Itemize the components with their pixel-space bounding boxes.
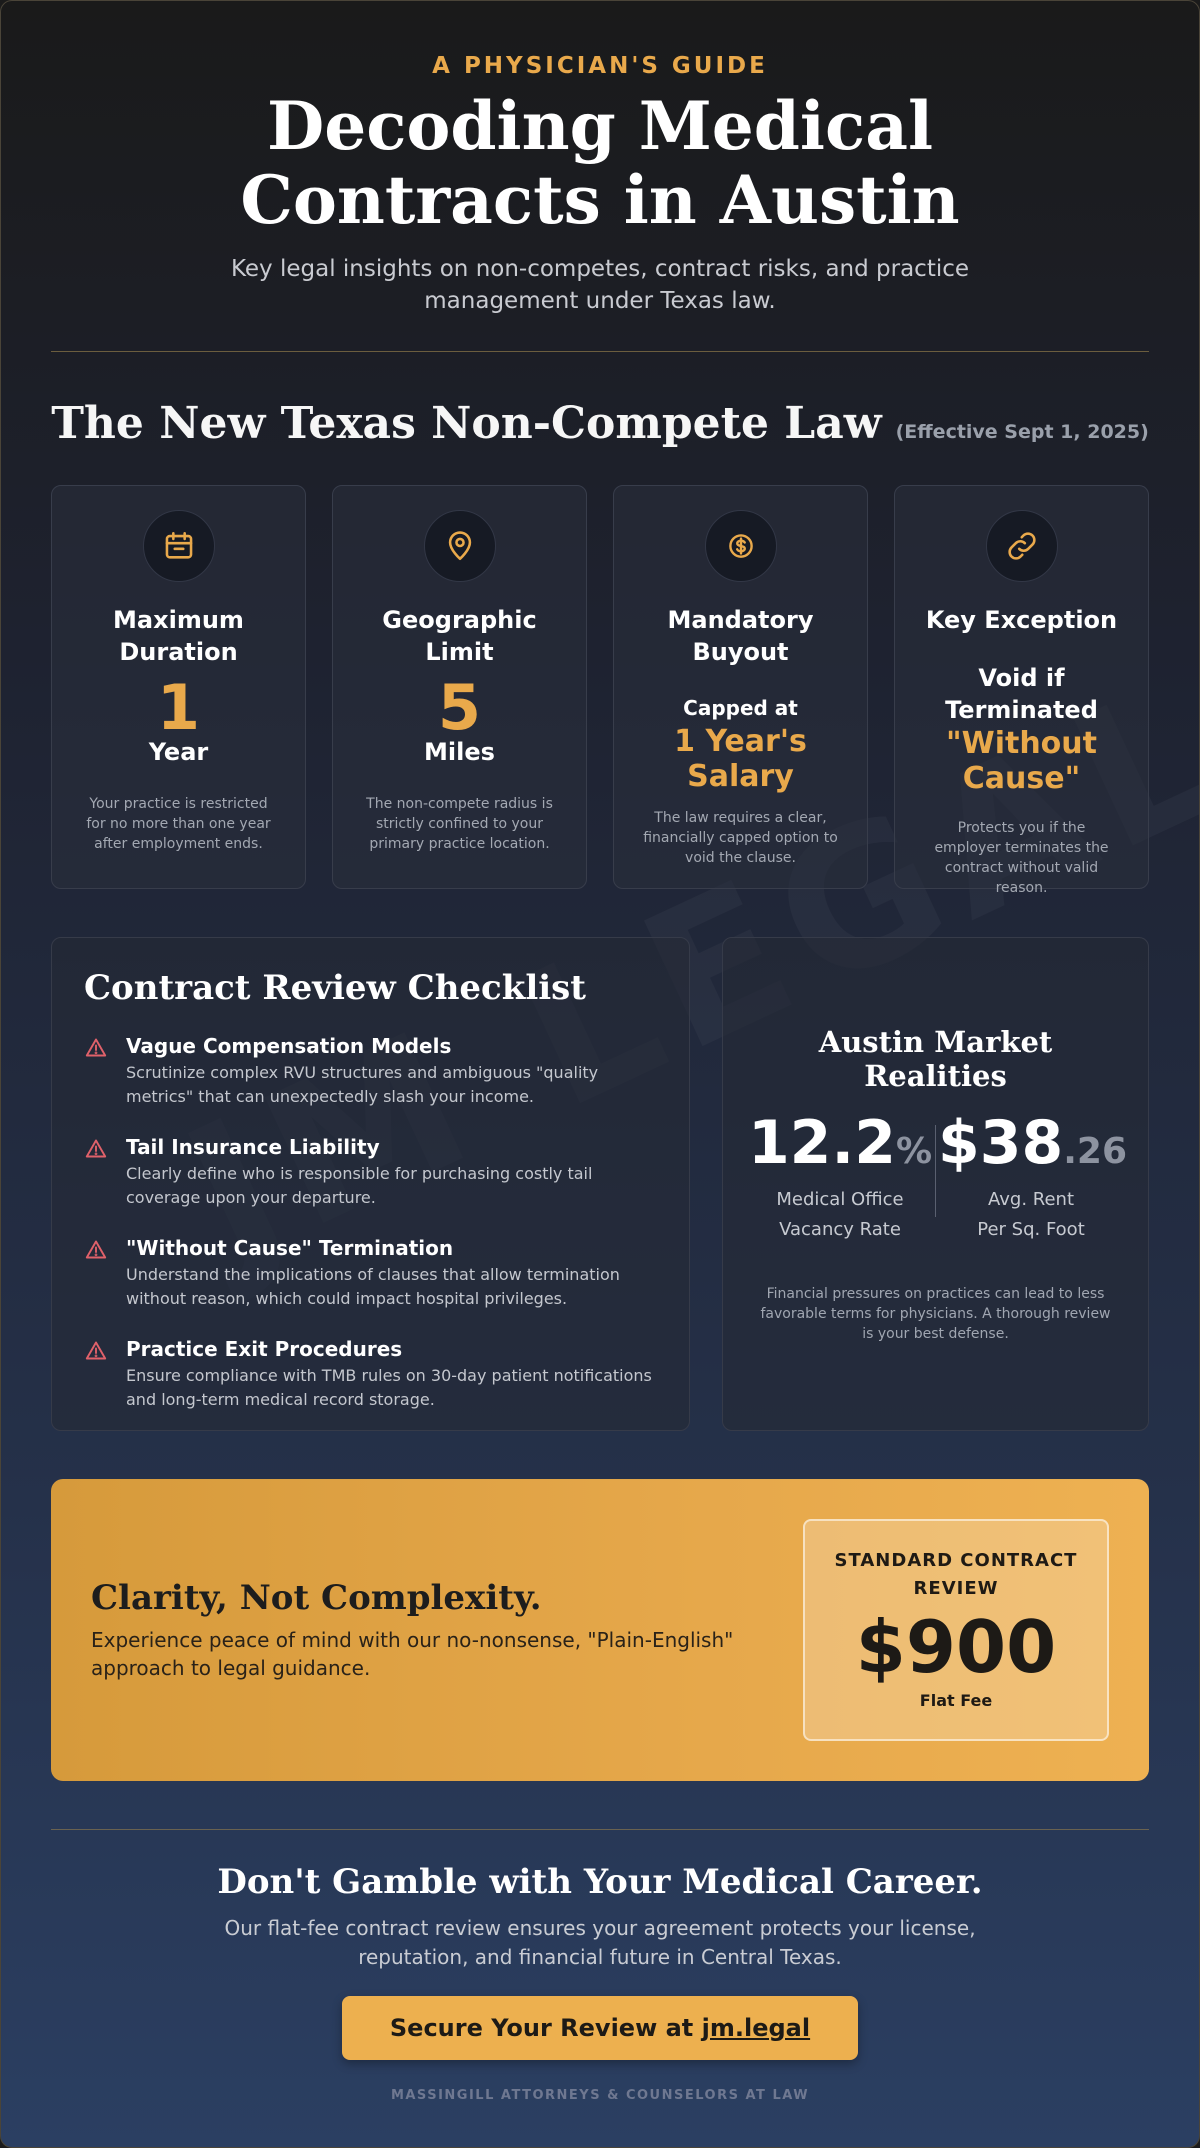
card-number: 5 bbox=[437, 671, 482, 744]
checklist-title: Contract Review Checklist bbox=[84, 968, 586, 1008]
market-note: Financial pressures on practices can lead to less favorable terms for physicians. A thorough review is your best defense. bbox=[760, 1285, 1111, 1342]
card-description: Protects you if the employer terminates the contract without valid reason. bbox=[934, 820, 1109, 896]
market-title: Austin Market Realities bbox=[818, 1024, 1053, 1093]
checklist-item-title: Vague Compensation Models bbox=[126, 1034, 452, 1058]
warning-icon bbox=[84, 1036, 108, 1060]
noncompete-title: The New Texas Non-Compete Law bbox=[51, 398, 882, 449]
warning-icon bbox=[84, 1238, 108, 1262]
card-unit: Year bbox=[148, 738, 209, 766]
stat-vacancy-rate bbox=[747, 1107, 933, 1244]
cta-text: Our flat-fee contract review ensures your agreement protects your license, reputation, and financial future in Central Texas. bbox=[224, 1916, 976, 1969]
link-icon bbox=[986, 510, 1058, 582]
noncompete-cards bbox=[51, 485, 1149, 896]
page-title: Decoding Medical Contracts in Austin bbox=[240, 87, 960, 239]
dollar-icon bbox=[705, 510, 777, 582]
card-mandatory-buyout bbox=[613, 485, 868, 889]
checklist-item-desc: Understand the implications of clauses that allow termination without reason, which could impact hospital privileges. bbox=[126, 1265, 620, 1308]
stat-main: $38 bbox=[938, 1107, 1064, 1178]
warning-icon bbox=[84, 1339, 108, 1363]
price-box bbox=[803, 1519, 1109, 1741]
calendar-icon bbox=[143, 510, 215, 582]
card-title: Maximum Duration bbox=[113, 606, 244, 666]
stat-value bbox=[938, 1107, 1128, 1184]
card-description: The law requires a clear, financially capped option to void the clause. bbox=[643, 810, 838, 866]
pricing-banner bbox=[51, 1479, 1149, 1781]
secure-review-button[interactable] bbox=[342, 1996, 858, 2060]
stat-suffix: % bbox=[895, 1130, 933, 1172]
card-geographic-limit bbox=[332, 485, 587, 889]
card-value: 1 Year's Salary bbox=[674, 724, 807, 794]
stat-divider bbox=[935, 1125, 936, 1217]
stat-label-line2: Vacancy Rate bbox=[779, 1218, 901, 1240]
page-subtitle: Key legal insights on non-competes, contract risks, and practice management under Texas law. bbox=[230, 256, 970, 314]
card-maximum-duration bbox=[51, 485, 306, 889]
checklist-item-title: Practice Exit Procedures bbox=[126, 1337, 403, 1361]
stat-label-line1: Medical Office bbox=[776, 1188, 904, 1210]
banner-text-block bbox=[91, 1578, 751, 1682]
eyebrow: A PHYSICIAN'S GUIDE bbox=[432, 53, 768, 79]
checklist-item bbox=[84, 1034, 657, 1109]
checklist-item bbox=[84, 1135, 657, 1210]
card-number: 1 bbox=[156, 671, 201, 744]
stat-avg-rent bbox=[938, 1107, 1128, 1244]
cta-button-prefix: Secure Your Review at bbox=[389, 2014, 702, 2042]
checklist-item bbox=[84, 1236, 657, 1311]
stat-value bbox=[747, 1107, 933, 1184]
checklist-market-row bbox=[51, 937, 1149, 1431]
firm-name: MASSINGILL ATTORNEYS & COUNSELORS AT LAW bbox=[390, 2088, 810, 2103]
card-description: The non-compete radius is strictly confined to your primary practice location. bbox=[366, 796, 553, 852]
stat-suffix: .26 bbox=[1063, 1130, 1128, 1172]
divider bbox=[51, 1829, 1149, 1830]
map-pin-icon bbox=[424, 510, 496, 582]
noncompete-heading bbox=[51, 398, 1149, 449]
card-key-exception bbox=[894, 485, 1149, 896]
contract-checklist bbox=[51, 937, 690, 1431]
banner-text: Experience peace of mind with our no-nonsense, "Plain-English" approach to legal guidance. bbox=[91, 1628, 734, 1680]
card-label: Void if Terminated bbox=[945, 664, 1098, 724]
card-label: Capped at bbox=[683, 696, 798, 720]
effective-date: (Effective Sept 1, 2025) bbox=[895, 421, 1149, 443]
card-title: Geographic Limit bbox=[382, 606, 537, 666]
price-value: $900 bbox=[855, 1605, 1057, 1689]
market-stats bbox=[747, 1107, 1128, 1244]
cta-title: Don't Gamble with Your Medical Career. bbox=[217, 1862, 983, 1902]
checklist-item-desc: Clearly define who is responsible for purchasing costly tail coverage upon your departure. bbox=[126, 1164, 593, 1207]
card-unit: Miles bbox=[424, 738, 495, 766]
checklist-item-desc: Ensure compliance with TMB rules on 30-day patient notifications and long-term medical record storage. bbox=[126, 1366, 652, 1409]
card-value: "Without Cause" bbox=[945, 726, 1097, 796]
card-title: Key Exception bbox=[925, 606, 1118, 634]
checklist-item-title: Tail Insurance Liability bbox=[126, 1135, 380, 1159]
checklist-item-desc: Scrutinize complex RVU structures and ambiguous "quality metrics" that can unexpectedly slash your income. bbox=[126, 1063, 599, 1106]
warning-icon bbox=[84, 1137, 108, 1161]
price-subtitle: Flat Fee bbox=[919, 1691, 993, 1710]
checklist-item bbox=[84, 1337, 657, 1412]
card-description: Your practice is restricted for no more than one year after employment ends. bbox=[86, 796, 271, 852]
stat-label-line2: Per Sq. Foot bbox=[977, 1218, 1085, 1240]
market-realities bbox=[722, 937, 1149, 1431]
content bbox=[1, 1, 1199, 2103]
card-title: Mandatory Buyout bbox=[667, 606, 814, 666]
divider bbox=[51, 351, 1149, 352]
checklist-item-title: "Without Cause" Termination bbox=[126, 1236, 454, 1260]
price-label: STANDARD CONTRACT REVIEW bbox=[834, 1550, 1078, 1599]
stat-label-line1: Avg. Rent bbox=[987, 1188, 1075, 1210]
banner-title: Clarity, Not Complexity. bbox=[91, 1578, 542, 1618]
cta-link[interactable]: jm.legal bbox=[701, 2014, 811, 2042]
stat-main: 12.2 bbox=[747, 1107, 896, 1178]
